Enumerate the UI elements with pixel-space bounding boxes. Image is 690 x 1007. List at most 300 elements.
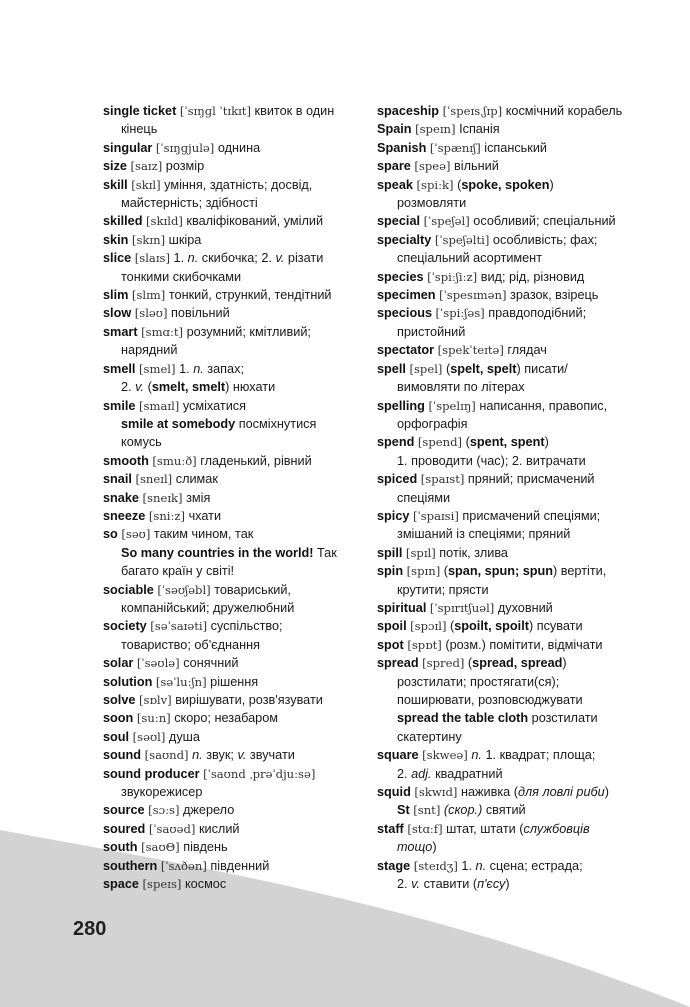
headword: sound	[103, 748, 142, 763]
headword: source	[103, 803, 145, 818]
headword: smart	[103, 324, 138, 339]
dictionary-entry	[377, 433, 657, 451]
entry-text: різати	[284, 251, 324, 266]
entry-text: кінець	[121, 122, 158, 137]
entry-text: поширювати, розповсюджувати	[397, 693, 583, 707]
dictionary-entry	[103, 654, 365, 672]
entry-text: крутити; прясти	[397, 582, 489, 597]
transcription: [spel]	[409, 361, 443, 376]
dictionary-entry	[103, 617, 365, 635]
dictionary-entry-continuation	[103, 341, 365, 359]
headword: single ticket	[103, 104, 177, 118]
transcription: [speə]	[414, 159, 451, 174]
entry-text: усміхатися	[179, 398, 247, 413]
headword: smile	[103, 398, 136, 413]
dictionary-entry	[103, 820, 365, 838]
bold-phrase: span, spun; spun	[447, 564, 554, 579]
italic-note: adj.	[411, 766, 432, 781]
entry-text: 2.	[121, 380, 136, 395]
entry-text: вимовляти по літерах	[397, 380, 525, 395]
dictionary-entry-continuation	[377, 673, 657, 691]
entry-text: змішаний із спеціями; пряний	[397, 527, 571, 542]
dictionary-entry	[103, 765, 365, 783]
headword: spicy	[377, 508, 410, 523]
entry-text: святий	[482, 803, 526, 818]
transcription: [suːn]	[136, 711, 171, 726]
italic-note: v.	[411, 877, 421, 892]
dictionary-entry	[103, 691, 365, 709]
entry-text: пряний; присмачений	[464, 472, 595, 487]
entry-text: 1.	[175, 361, 194, 376]
dictionary-entry-continuation	[377, 415, 657, 433]
entry-text: рішення	[206, 674, 259, 689]
dictionary-entry-continuation	[103, 194, 365, 212]
entry-text: розумний; кмітливий;	[183, 324, 311, 339]
dictionary-entry	[103, 323, 365, 341]
entry-text: розстилати	[528, 711, 598, 726]
entry-text: 1.	[170, 251, 188, 266]
transcription: [smuːð]	[152, 453, 197, 468]
entry-text: орфографія	[397, 416, 468, 431]
transcription: [skɪld]	[146, 214, 183, 229]
transcription: [slɪm]	[131, 288, 166, 303]
entry-text: вид; рід, різновид	[477, 269, 585, 284]
headword: spiritual	[377, 600, 427, 615]
transcription: [skɪl]	[131, 177, 161, 192]
dictionary-entry-continuation	[377, 728, 657, 746]
headword: sneeze	[103, 508, 146, 523]
entry-text: скатертину	[397, 729, 462, 744]
headword: snake	[103, 490, 139, 505]
dictionary-entry-continuation	[377, 838, 657, 856]
dictionary-entry	[103, 157, 365, 175]
headword: special	[377, 214, 421, 229]
headword: spectator	[377, 343, 435, 358]
headword: specialty	[377, 232, 432, 247]
dictionary-entry	[377, 102, 657, 120]
dictionary-entry	[103, 397, 365, 415]
headword: solution	[103, 674, 153, 689]
transcription: [speɪs]	[142, 877, 182, 892]
entry-text: 1.	[457, 858, 476, 873]
transcription: [sniːz]	[148, 508, 186, 523]
dictionary-entry-continuation	[377, 249, 657, 267]
entry-text: (	[446, 619, 455, 634]
dictionary-phrase	[377, 709, 657, 727]
headword: spelling	[377, 398, 425, 413]
headword: species	[377, 269, 424, 284]
italic-note: для ловлі риби	[518, 785, 605, 800]
headword: spread	[377, 656, 419, 671]
transcription: [ˈsɪŋɡl ˈtɪkɪt]	[179, 104, 251, 118]
headword: southern	[103, 858, 158, 873]
entry-text: (	[442, 361, 451, 376]
entry-text: звук;	[202, 748, 238, 763]
entry-text: правдоподібний;	[484, 306, 587, 321]
entry-text: (	[144, 380, 152, 395]
dictionary-entry-continuation	[377, 875, 657, 893]
entry-text: компанійський; дружелюбний	[121, 600, 295, 615]
transcription: [ˈspesɪmən]	[439, 288, 507, 303]
entry-text: розстилати; простягати(ся);	[397, 674, 560, 689]
transcription: [steɪdʒ]	[413, 858, 458, 873]
dictionary-entry	[103, 875, 365, 893]
entry-text: шкіра	[165, 232, 202, 247]
dictionary-column-right	[377, 102, 657, 893]
transcription: [ˈspiːʃiːz]	[427, 269, 478, 284]
entry-text: джерело	[179, 803, 235, 818]
transcription: [speɪn]	[415, 122, 456, 137]
headword: spin	[377, 564, 404, 579]
dictionary-column-left	[103, 102, 365, 893]
dictionary-entry-continuation	[103, 636, 365, 654]
entry-text: Іспанія	[455, 122, 500, 137]
entry-text: товариство; об'єднання	[121, 637, 260, 652]
entry-text: однина	[214, 140, 261, 155]
entry-text: присмачений спеціями;	[458, 508, 601, 523]
entry-text: )	[505, 877, 510, 892]
entry-text: кваліфікований, умілий	[182, 214, 324, 229]
dictionary-entry	[103, 581, 365, 599]
dictionary-entry	[377, 654, 657, 672]
entry-text: штат, штати (	[442, 821, 524, 836]
headword: slice	[103, 251, 132, 266]
italic-note: n.	[475, 858, 487, 873]
entry-text: глядач	[503, 343, 547, 358]
transcription: [səˈluːʃn]	[155, 674, 207, 689]
bold-phrase: spoke, spoken	[461, 177, 550, 192]
italic-note: тощо	[397, 840, 433, 855]
bold-phrase: spelt, spelt	[450, 361, 517, 376]
entry-text: 1. проводити (час); 2. витрачати	[397, 453, 586, 468]
dictionary-entry	[377, 820, 657, 838]
entry-text: 2.	[397, 877, 412, 892]
entry-text: (розм.) помітити, відмічати	[441, 637, 603, 652]
headword: soon	[103, 711, 134, 726]
transcription: [ˈsʌðən]	[160, 858, 207, 873]
transcription: [saɪz]	[130, 159, 163, 174]
transcription: [ˈsəʊlə]	[136, 656, 180, 671]
bold-phrase: smile at somebody	[121, 416, 236, 431]
entry-text: квиток в один	[251, 104, 335, 118]
entry-text: комусь	[121, 435, 162, 450]
dictionary-entry-continuation	[377, 378, 657, 396]
entry-text: уміння, здатність; досвід,	[160, 177, 313, 192]
entry-text: зразок, взірець	[506, 288, 599, 303]
italic-note: v.	[135, 380, 145, 395]
transcription: [smɑːt]	[141, 324, 184, 339]
entry-text: душа	[165, 729, 200, 744]
entry-text: особливість; фах;	[489, 232, 598, 247]
headword: solar	[103, 656, 134, 671]
headword: specious	[377, 306, 432, 321]
entry-text: іспанський	[480, 140, 548, 155]
entry-text: ) вертіти,	[553, 564, 607, 579]
headword: square	[377, 748, 419, 763]
dictionary-entry	[103, 102, 365, 120]
headword: specimen	[377, 288, 436, 303]
dictionary-phrase	[103, 415, 365, 433]
dictionary-entry	[103, 231, 365, 249]
dictionary-entry-continuation	[377, 489, 657, 507]
dictionary-entry	[377, 397, 657, 415]
dictionary-entry	[377, 783, 657, 801]
entry-text: особливий; спеціальний	[469, 214, 616, 229]
transcription: [skweə]	[422, 748, 468, 763]
italic-note: v.	[237, 748, 247, 763]
transcription: [spɪn]	[406, 564, 441, 579]
bold-phrase: smelt, smelt	[151, 380, 226, 395]
entry-text: таким чином, так	[150, 527, 254, 542]
dictionary-entry-continuation	[103, 599, 365, 617]
dictionary-entry-continuation	[377, 581, 657, 599]
transcription: [ˈsaʊəd]	[148, 821, 196, 836]
transcription: [ˈspelɪŋ]	[428, 398, 476, 413]
headword: skilled	[103, 214, 143, 229]
dictionary-entry-continuation	[103, 268, 365, 286]
transcription: [saʊnd]	[144, 748, 189, 763]
transcription: [ˈspeʃəlti]	[434, 232, 490, 247]
dictionary-entry-continuation	[377, 323, 657, 341]
dictionary-entry	[103, 728, 365, 746]
entry-text: )	[604, 785, 609, 800]
headword: soured	[103, 821, 146, 836]
dictionary-entry	[377, 857, 657, 875]
entry-text: скибочка; 2.	[198, 251, 276, 266]
entry-text: потік, злива	[435, 545, 508, 560]
dictionary-entry-continuation	[103, 433, 365, 451]
dictionary-entry	[103, 857, 365, 875]
entry-text: ) псувати	[528, 619, 583, 634]
headword: snail	[103, 472, 132, 487]
italic-note: n.	[192, 748, 203, 763]
entry-text: багато країн у світі!	[121, 564, 235, 579]
entry-text: розмір	[162, 159, 205, 174]
headword: squid	[377, 785, 411, 800]
dictionary-entry	[103, 801, 365, 819]
transcription: [sɔːs]	[148, 803, 180, 818]
entry-text: змія	[182, 490, 211, 505]
transcription: [ˈspiːʃəs]	[435, 306, 485, 321]
headword: smooth	[103, 453, 149, 468]
entry-text: товариський,	[210, 582, 291, 597]
transcription: [slaɪs]	[134, 251, 171, 266]
transcription: [sneɪl]	[135, 472, 173, 487]
dictionary-entry	[103, 470, 365, 488]
headword: spare	[377, 159, 411, 174]
transcription: [sləʊ]	[134, 306, 168, 321]
bold-phrase: spoilt, spoilt	[454, 619, 529, 634]
dictionary-entry	[103, 525, 365, 543]
dictionary-entry	[377, 599, 657, 617]
transcription: [ˈspɪrɪtʃuəl]	[429, 600, 495, 615]
entry-text: нарядний	[121, 343, 178, 358]
entry-text: тонкий, стрункий, тендітний	[165, 288, 332, 303]
entry-text: спеціями	[397, 490, 451, 505]
headword: spell	[377, 361, 406, 376]
entry-text: ставити (	[420, 877, 478, 892]
transcription: [spred]	[422, 656, 465, 671]
transcription: [ˈspeʃəl]	[423, 214, 470, 229]
entry-text: 2.	[397, 766, 412, 781]
headword: so	[103, 527, 118, 542]
dictionary-entry	[377, 470, 657, 488]
transcription: [spend]	[417, 435, 463, 450]
transcription: [spɒt]	[407, 637, 442, 652]
entry-text: (	[453, 177, 462, 192]
dictionary-entry	[377, 617, 657, 635]
entry-text: (	[440, 564, 448, 579]
entry-text: космос	[181, 877, 227, 892]
entry-text: космічний корабель	[502, 104, 623, 118]
entry-text: пристойний	[397, 324, 466, 339]
page-number: 280	[73, 918, 107, 940]
entry-text: (	[464, 656, 473, 671]
transcription: [snt]	[413, 803, 441, 818]
transcription: [skɪn]	[131, 232, 166, 247]
dictionary-entry	[103, 286, 365, 304]
dictionary-entry	[103, 709, 365, 727]
dictionary-entry	[377, 544, 657, 562]
entry-text: південний	[206, 858, 270, 873]
transcription: [səˈsaɪəti]	[150, 619, 208, 634]
transcription: [sneɪk]	[142, 490, 183, 505]
dictionary-entry	[377, 120, 657, 138]
transcription: [smel]	[138, 361, 176, 376]
entry-text: вирішувати, розв'язувати	[171, 693, 323, 707]
entry-text: Так	[313, 545, 337, 560]
dictionary-entry	[103, 249, 365, 267]
transcription: [ˈspænɪʃ]	[429, 140, 481, 155]
transcription: [smaɪl]	[138, 398, 180, 413]
entry-text: південь	[179, 840, 228, 855]
headword: spend	[377, 435, 415, 450]
dictionary-entry	[377, 176, 657, 194]
entry-text: ) писати/	[516, 361, 568, 376]
bold-phrase: spent, spent	[469, 435, 545, 450]
italic-note: n.	[471, 748, 482, 763]
dictionary-entry	[377, 286, 657, 304]
dictionary-entry	[377, 562, 657, 580]
bold-phrase: So many countries in the world!	[121, 545, 314, 560]
headword: staff	[377, 821, 404, 836]
entry-text: слимак	[172, 472, 218, 487]
entry-text: квадратний	[431, 766, 503, 781]
headword: speak	[377, 177, 413, 192]
transcription: [spaɪst]	[420, 472, 465, 487]
entry-text: посміхнутися	[235, 416, 317, 431]
headword: spot	[377, 637, 404, 652]
entry-text: тонкими скибочками	[121, 269, 242, 284]
dictionary-entry	[377, 746, 657, 764]
entry-text: )	[549, 177, 554, 192]
entry-text: сонячний	[179, 656, 239, 671]
headword: Spain	[377, 122, 412, 137]
headword: slow	[103, 306, 132, 321]
headword: skill	[103, 177, 128, 192]
entry-text: написання, правопис,	[475, 398, 608, 413]
entry-text: ) нюхати	[225, 380, 276, 395]
dictionary-entry	[103, 176, 365, 194]
entry-text: )	[544, 435, 549, 450]
entry-text: гладенький, рівний	[196, 453, 312, 468]
entry-text: повільний	[167, 306, 230, 321]
dictionary-entry	[103, 452, 365, 470]
dictionary-entry-continuation	[377, 194, 657, 212]
italic-note: n.	[187, 251, 199, 266]
headword: singular	[103, 140, 153, 155]
entry-text: звукорежисер	[121, 785, 203, 800]
entry-text: чхати	[185, 508, 222, 523]
transcription: [ˈspeɪsˌʃɪp]	[442, 104, 503, 118]
transcription: [spɔɪl]	[410, 619, 447, 634]
entry-text: вільний	[450, 159, 499, 174]
headword: skin	[103, 232, 129, 247]
dictionary-entry	[103, 139, 365, 157]
transcription: [spiːk]	[416, 177, 454, 192]
italic-note: v.	[275, 251, 285, 266]
headword: south	[103, 840, 138, 855]
italic-note: n.	[193, 361, 204, 376]
headword: soul	[103, 729, 130, 744]
transcription: [ˈsəʊʃəbl]	[157, 582, 211, 597]
transcription: [səʊ]	[121, 527, 151, 542]
dictionary-entry	[377, 360, 657, 378]
dictionary-phrase	[103, 544, 365, 562]
dictionary-entry	[103, 489, 365, 507]
dictionary-entry	[103, 746, 365, 764]
dictionary-entry	[377, 139, 657, 157]
entry-text: )	[432, 840, 437, 855]
headword: spill	[377, 545, 403, 560]
headword: spiced	[377, 472, 418, 487]
transcription: [ˈsaʊnd ˌprəˈdjuːsə]	[203, 766, 316, 781]
dictionary-entry	[103, 838, 365, 856]
dictionary-entry-continuation	[377, 525, 657, 543]
dictionary-entry-continuation	[377, 691, 657, 709]
dictionary-entry-continuation	[103, 562, 365, 580]
entry-text: суспільство;	[207, 619, 283, 634]
entry-text: наживка (	[457, 785, 518, 800]
dictionary-entry-continuation	[377, 765, 657, 783]
headword: stage	[377, 858, 411, 873]
dictionary-entry	[103, 304, 365, 322]
transcription: [ˈspaɪsi]	[412, 508, 459, 523]
entry-text: запах;	[203, 361, 244, 376]
transcription: [spekˈteɪtə]	[437, 343, 504, 358]
dictionary-entry	[103, 673, 365, 691]
dictionary-entry	[103, 212, 365, 230]
dictionary-entry	[377, 231, 657, 249]
headword: slim	[103, 288, 129, 303]
entry-text: майстерність; здібності	[121, 196, 258, 211]
headword: size	[103, 159, 127, 174]
italic-note: (скор.)	[443, 803, 483, 818]
transcription: [saʊΘ]	[141, 840, 180, 855]
dictionary-entry	[377, 268, 657, 286]
dictionary-entry	[377, 212, 657, 230]
entry-text: )	[562, 656, 567, 671]
dictionary-entry	[377, 636, 657, 654]
dictionary-entry	[377, 507, 657, 525]
entry-text: кислий	[195, 821, 240, 836]
headword: sociable	[103, 582, 154, 597]
dictionary-entry	[377, 157, 657, 175]
dictionary-entry-continuation	[103, 378, 365, 396]
transcription: [ˈsɪŋɡjulə]	[155, 140, 215, 155]
headword: sound producer	[103, 766, 200, 781]
dictionary-entry-continuation	[103, 783, 365, 801]
